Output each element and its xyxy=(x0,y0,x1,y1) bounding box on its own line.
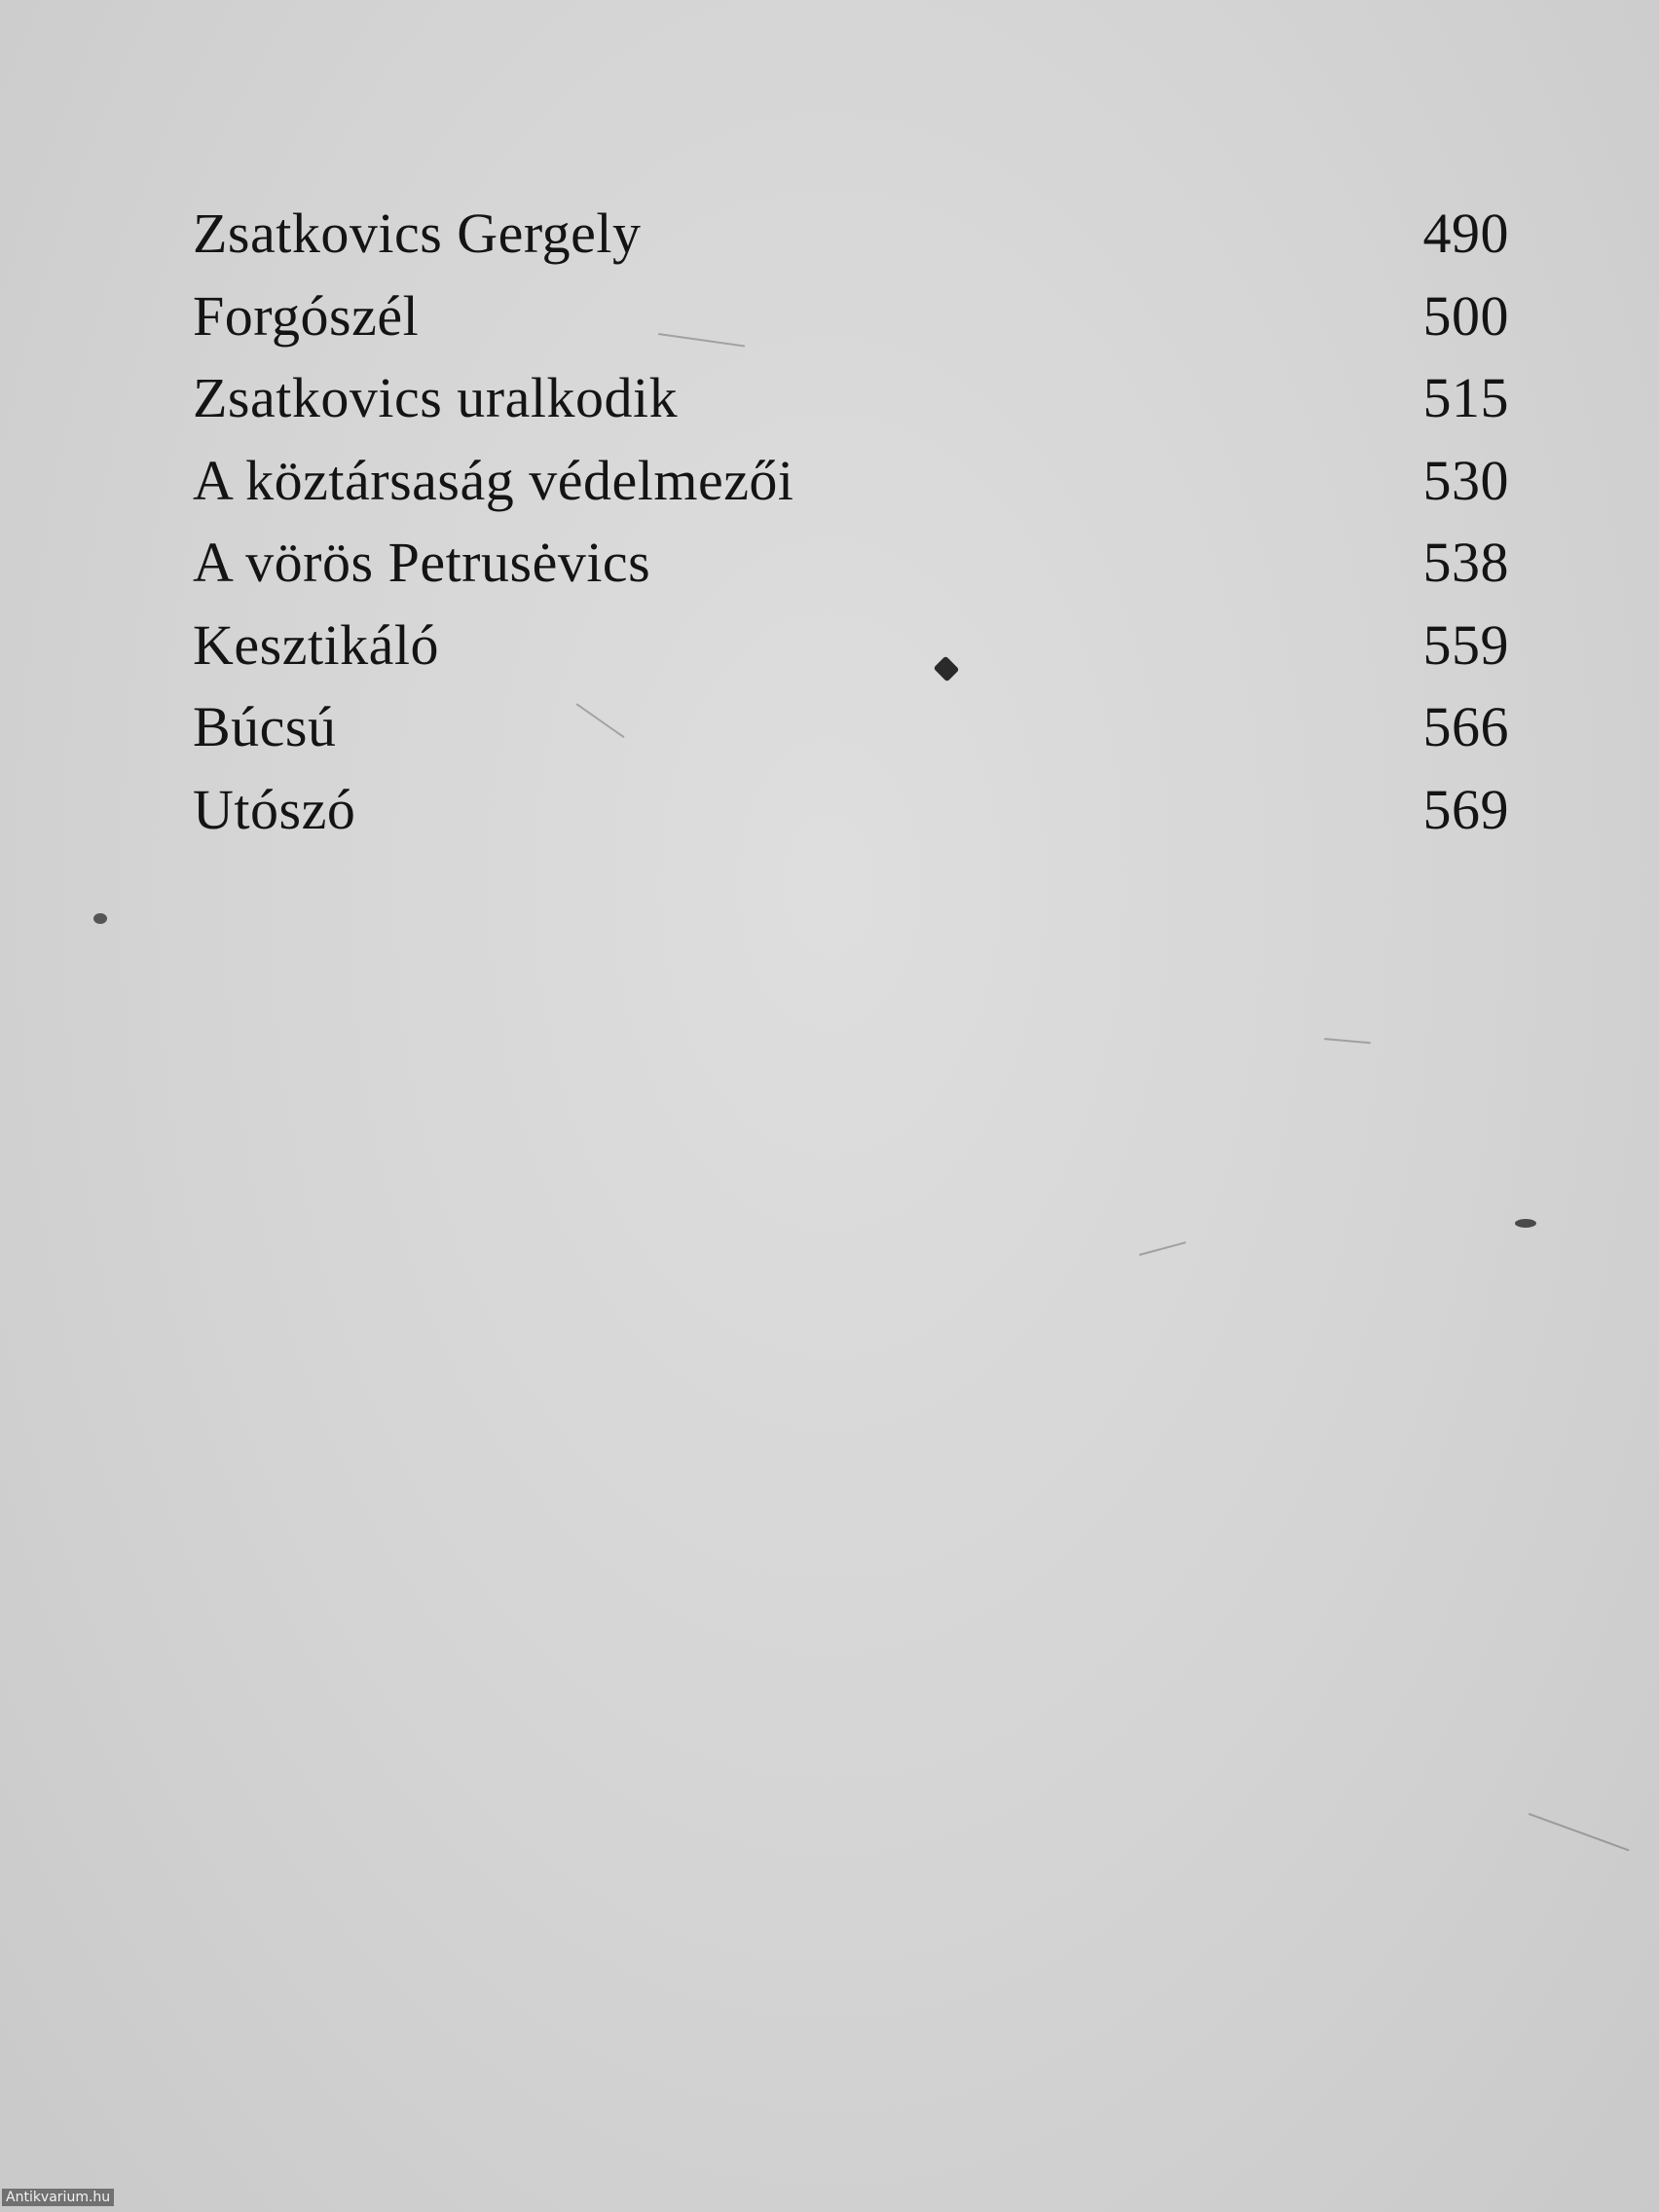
toc-entry-title: Kesztikáló xyxy=(193,612,440,677)
toc-entry-title: Zsatkovics uralkodik xyxy=(193,366,679,429)
toc-entry-page-number: 538 xyxy=(1422,531,1509,594)
paper-fiber xyxy=(1324,1038,1371,1044)
toc-entry xyxy=(193,522,1509,605)
paper-fiber xyxy=(1139,1241,1187,1256)
paper-speck xyxy=(93,913,107,924)
toc-entry-page-number: 566 xyxy=(1422,695,1509,758)
paper-fiber xyxy=(1529,1813,1630,1852)
toc-entry-title: Búcsú xyxy=(193,695,337,758)
toc-entry xyxy=(193,193,1509,276)
toc-entry-page-number: 515 xyxy=(1422,366,1509,429)
toc-entry-page-number: 500 xyxy=(1422,283,1509,348)
toc-entry-page-number: 530 xyxy=(1422,448,1509,512)
toc-entry xyxy=(193,440,1509,523)
toc-entry-page-number: 559 xyxy=(1422,612,1509,677)
toc-entry xyxy=(193,357,1509,440)
watermark: Antikvarium.hu xyxy=(2,2189,114,2206)
toc-entry-title: Forgószél xyxy=(193,283,420,348)
toc-entry xyxy=(193,769,1509,852)
toc-entry xyxy=(193,686,1509,769)
toc-entry xyxy=(193,276,1509,358)
paper-speck xyxy=(1515,1219,1536,1228)
toc-entry-title: A köztársaság védelmezői xyxy=(193,448,794,512)
toc-entry xyxy=(193,605,1509,687)
toc-entry-title: Zsatkovics Gergely xyxy=(193,202,642,265)
table-of-contents xyxy=(193,193,1509,851)
toc-entry-page-number: 490 xyxy=(1422,202,1509,265)
toc-entry-page-number: 569 xyxy=(1422,777,1509,841)
toc-entry-title: A vörös Petrusėvics xyxy=(193,531,651,594)
toc-entry-title: Utószó xyxy=(193,777,356,841)
